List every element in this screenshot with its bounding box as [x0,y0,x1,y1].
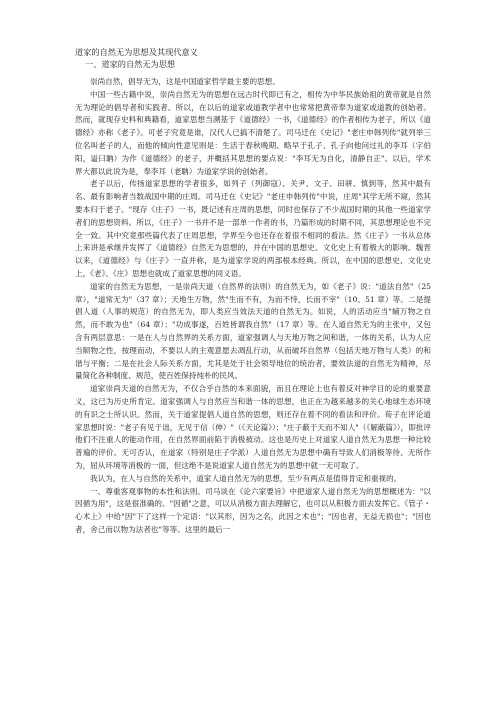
paragraph: 中国一些古籍中说，崇尚自然无为的思想在远古时代即已有之，相传为中华民族始祖的黄帝就是自然无为理论的倡导者和实践者。所以，在以后的道家或道教学者中也常常把黄帝奉为道家或道教的创始者。然而，就现存史料和典籍看，道家思想当溯基于《道德经》一书，《道德经》的作者相传为老子，所以《道德经》亦称《老子》。可老子究竟是谁，汉代人已搞不清楚了。司马迁在《史记》"老庄申韩列传"就列举三位名叫老子的人，而他的倾向性意见则是：生活于春秋晚期、略早于孔子、孔子向他问过礼的李耳（字伯阳，谥曰聃）为作《道德经》的老子，并概括其思想的要点说："李耳无为自化，清静自正"。以后，学术界大都以此说为是，奉李耳（老聃）为道家学说的创始者。 [75,89,431,176]
paragraph: 一、尊重客观事物的本性和法则。司马谈在《论六家要旨》中把道家人道自然无为的思想概述为："以因循为用"，这是很准确的。"因循"之意，可以从消极方面去理解它，也可以从积极方面去发挥它。《管子・心术上》中给"因"下了这样一个定语："以其形，因为之名，此因之术也"；"因也者，无益无损也"；"因也者，舍己而以物为法者也"等等。这里的最后一 [75,486,431,534]
section-heading: 一、道家的自然无为思想 [85,59,176,69]
paragraph: 老子以后，传扬道家思想的学者很多，如列子（列御寇）、关尹、文子、田骈、慎到等，然其中最有名、最有影响者当数战国中期的庄周。司马迁在《史记》"老庄申韩列传"中说，庄周"其学无所不窥，然其要本归于老子。"现存《庄子》一书，既记述有庄周的思想，同时也保存了不少战国时期的其他一些道家学者们的思想资料。所以，《庄子》一书并不是一部单一作者的书，乃篇形成的时期不同，其思想理论也不完全一致。其中究竟那些篇代表了庄周思想，学界至今也还存在着很不相同的看法。然《庄子》一书从总体上来讲是承继并发挥了《道德经》自然无为思想的，并在中国的思想史、文化史上有着极大的影响。魏晋以来，《道德经》与《庄子》一直并称，是为道家学说的两部根本经典。所以，在中国的思想史、文化史上，《老》、《庄》思想也就成了道家思想的同义语。 [75,179,431,278]
paragraph: 道家的自然无为思想，一是崇尚天道（自然界的法则）的自然无为，如《老子》说："道法自然"（25 章），"道常无为"（37 章）；天地生万物，然"生而不有，为而不恃，长而不宰"（10、51 章）等。二是提倡人道（人事的规范）的自然无为，即人类应当效法天道的自然无为。如说，人的活动应当"辅万物之自然，而不敢为也"（64 章）；"功成事遂，百姓皆谓我自然"（17 章）等。在人道自然无为的主张中，又包含有两层意思：一是在人与自然界的关系方面，道家强调人与天地万物之间和谐，一体的关系，认为人应当顺物之性，按理而动，不要以人的主观意愿去凋乱行动，从而破坏自然界（包括天地万物与人类）的和谐与平衡；二是在社会人际关系方面，尤其是处于社会领导地位的统治者，要效法道的自然无为精神，尽量简化各种制度、规范，使百姓保持纯朴的民风。 [75,281,431,381]
document-page [75,46,431,537]
document-title: 道家的自然无为思想及其现代意义 [75,47,198,57]
paragraph: 我认为，在人与自然的关系中，道家人道自然无为的思想，至少有两点是值得肯定和重视的。 [90,473,402,483]
paragraph: 道家崇尚天道的自然无为，不仅合乎自然的本来面貌，而且在理论上也有着反对神学目的论的重要意义，这已为历史所肯定。道家强调人与自然应当和谐一体的思想，也正在为越来越多的关心地球生态环境的有识之士所认识。然而，关于道家提倡人道自然的思想，则还存在着不同的看法和评价。荀子在评论道家思想时说："老子有见于诎，无见于信（伸）"（《天论篇》）；"庄子蔽于天而不知人"（《解蔽篇》），即批评他们不注重人的能动作用，在自然界面前陷于消极被动。这也是历史上对道家人道自然无为思想一种比较普遍的评价。无可否认，在道家（特别是庄子学派）人道自然无为思想中确有导致人们消极等待、无所作为，屈从环境等消极的一面，但这绝不是说道家人道自然无为的思想中就一无可取了。 [75,384,431,470]
paragraph: 崇尚自然，倡导无为，这是中国道家哲学最主要的思想。 [90,77,280,86]
